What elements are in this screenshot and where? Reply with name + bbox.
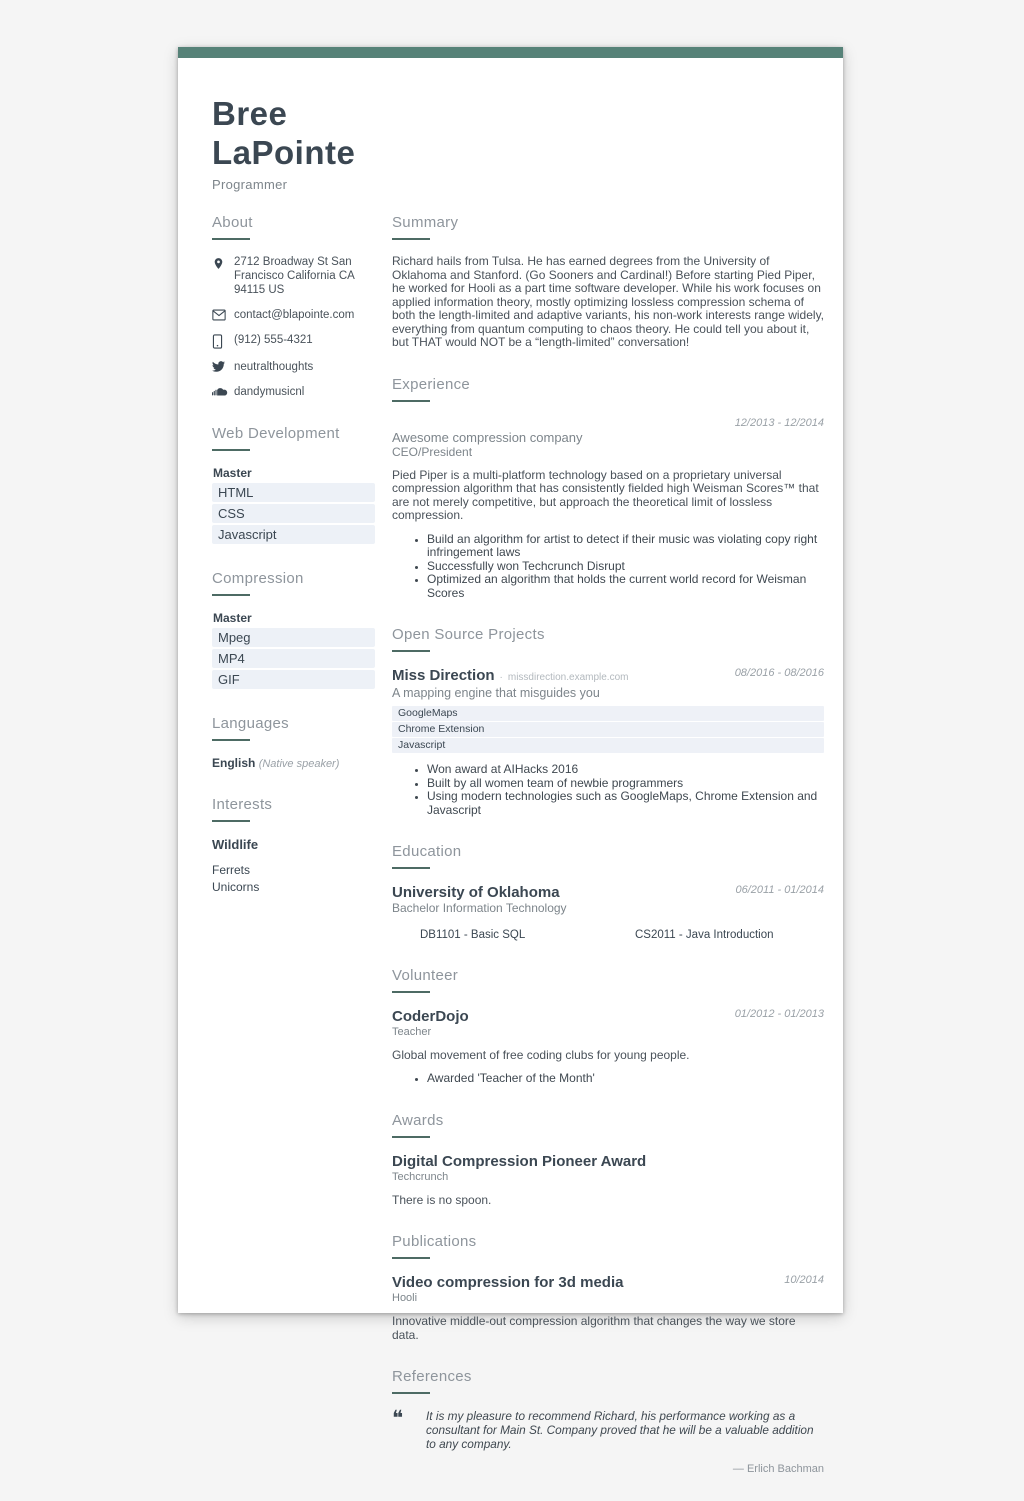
project-tag: GoogleMaps [392,706,824,721]
volunteer-section [392,967,824,1086]
languages-heading: Languages [212,715,289,732]
publication-description: Innovative middle-out compression algorithm that changes the way we store data. [392,1313,796,1342]
interest-item: Ferrets [212,863,251,877]
person-job-title: Programmer [212,177,288,192]
skill-chip: Mpeg [212,628,375,647]
volunteer-bullet: • Awarded 'Teacher of the Month' [427,1072,824,1086]
experience-bullet: • Build an algorithm for artist to detect if their music was violating copy right infringement laws [427,533,824,560]
project-bullet: • Using modern technologies such as GoogleMaps, Chrome Extension and Javascript [427,790,824,817]
volunteer-role: Teacher [392,1026,432,1038]
references-heading: References [392,1367,472,1385]
heading-rule [212,594,250,596]
experience-entry [392,417,824,601]
skill-level-label: Master [213,611,252,625]
volunteer-entry [392,1008,824,1086]
language-item [212,756,375,770]
reference-quote-row [392,1405,824,1451]
languages-section [212,715,375,770]
reference-attribution: — Erlich Bachman [732,1462,824,1475]
education-section [392,843,824,941]
heading-rule [392,991,430,993]
language-name: English [212,756,256,770]
resume-header [178,58,843,192]
experience-section [392,376,824,601]
experience-bullet-list [392,533,824,601]
publication-publisher: Hooli [392,1291,418,1304]
person-name-line2: LaPointe [212,134,356,171]
about-heading: About [212,214,253,231]
heading-rule [212,739,250,741]
volunteer-heading: Volunteer [392,967,459,984]
project-tag: Chrome Extension [392,722,824,737]
heading-rule [392,1392,430,1394]
about-section [212,214,375,399]
award-entry [392,1153,824,1207]
experience-bullet: • Successfully won Techcrunch Disrupt [427,560,824,574]
contact-soundcloud[interactable] [212,385,375,399]
heading-rule [392,400,430,402]
award-title: Digital Compression Pioneer Award [392,1152,647,1170]
skill-chip: Javascript [212,525,375,544]
experience-company: Awesome compression company [392,429,583,445]
accent-top-bar [178,47,843,58]
summary-section [392,214,824,350]
contact-email[interactable] [212,308,375,322]
project-tag: Javascript [392,738,824,753]
resume-page [178,47,843,1475]
skills-section-compression [212,570,375,689]
experience-role: CEO/President [392,444,473,459]
project-name: Miss Direction [392,667,495,684]
map-pin-icon [212,256,227,271]
twitter-bird-icon [212,361,227,372]
main-column [375,214,824,1501]
skill-chip: HTML [212,483,375,502]
projects-heading: Open Source Projects [392,626,545,643]
project-url[interactable]: missdirection.example.com [507,672,629,683]
soundcloud-text: dandymusicnl [234,386,305,398]
twitter-text: neutralthoughts [234,361,314,373]
heading-rule [392,238,430,240]
person-name [212,94,823,172]
summary-text: Richard hails from Tulsa. He has earned degrees from the University of Oklahoma and Stanford. (Go Sooners and Cardinal!) Before starting Pied Piper, he worked for Hooli as a part time software developer. While his work focuses on applied information theory, mostly optimizing lossless compression schema of both the length-limited and adaptive variants, his non-work interests range widely, everything from quantum computing to chaos theory. He could tell you about it, but THAT would NOT be a “length-limited” conversation! [392,254,825,349]
email-text: contact@blapointe.com [234,309,355,321]
project-dates: 08/2016 - 08/2016 [734,667,824,679]
experience-description: Pied Piper is a multi-platform technology based on a proprietary universal compression algorithm that has consistently fielded high Weisman Scores™ that are not merely competitive, but approach the theoretical limit of lossless compression. [392,467,819,522]
skill-chip: GIF [212,670,375,689]
publications-heading: Publications [392,1232,477,1250]
envelope-icon [212,309,227,321]
publication-date: 10/2014 [784,1273,824,1286]
course-item: DB1101 - Basic SQL [420,929,526,941]
award-description: There is no spoon. [392,1192,492,1207]
interests-section [212,796,375,896]
reference-quote-text: It is my pleasure to recommend Richard, his performance working as a consultant for Main St. Company proved that he will be a valuable addition to any company. [426,1408,814,1451]
education-entry [392,884,824,941]
publications-section [392,1233,824,1342]
heading-rule [392,650,430,652]
experience-dates: 12/2013 - 12/2014 [734,416,824,429]
volunteer-bullet-list [392,1072,824,1086]
education-degree: Bachelor Information Technology [392,901,567,915]
contact-twitter[interactable] [212,360,375,374]
interest-item: Unicorns [212,880,260,894]
skill-chip: MP4 [212,649,375,668]
language-note: (Native speaker) [258,758,340,770]
awards-section [392,1112,824,1207]
heading-rule [392,1136,430,1138]
heading-rule [392,1257,430,1259]
sidebar [212,214,375,1501]
education-school: University of Oklahoma [392,884,560,901]
project-bullet: • Built by all women team of newbie programmers [427,777,824,791]
interests-heading: Interests [212,796,273,813]
project-url-separator: · [499,672,503,683]
interest-primary: Wildlife [212,837,259,852]
heading-rule [212,449,250,451]
skill-chip: CSS [212,504,375,523]
experience-bullet: • Optimized an algorithm that holds the current world record for Weisman Scores [427,573,824,600]
skills-heading: Web Development [212,425,340,442]
address-text: 2712 Broadway St San Francisco California CA 94115 US [234,256,355,296]
projects-section [392,626,824,817]
soundcloud-icon [212,386,227,397]
skill-level-label: Master [213,466,252,480]
heading-rule [212,820,250,822]
awards-heading: Awards [392,1111,444,1129]
experience-heading: Experience [392,375,471,393]
project-bullet-list [392,763,824,817]
volunteer-org: CoderDojo [392,1008,469,1025]
publication-entry [392,1274,824,1342]
mobile-phone-icon [212,334,227,349]
education-heading: Education [392,843,462,860]
course-list [392,929,824,941]
skills-heading: Compression [212,570,304,587]
phone-text: (912) 555-4321 [234,334,313,346]
project-bullet: • Won award at AIHacks 2016 [427,763,824,777]
heading-rule [392,867,430,869]
course-item: CS2011 - Java Introduction [635,929,774,941]
volunteer-description: Global movement of free coding clubs for young people. [392,1048,690,1062]
summary-heading: Summary [392,214,459,231]
education-dates: 06/2011 - 01/2014 [735,884,824,896]
project-entry [392,667,824,817]
volunteer-dates: 01/2012 - 01/2013 [734,1008,824,1020]
skills-section-web-development [212,425,375,544]
person-name-line1: Bree [212,95,288,132]
project-tagline: A mapping engine that misguides you [392,686,600,700]
double-quote-icon: ❝ [392,1405,404,1430]
contact-phone [212,333,375,349]
contact-address [212,255,375,297]
award-issuer: Techcrunch [392,1170,449,1183]
heading-rule [212,238,250,240]
references-section [392,1368,824,1475]
publication-title: Video compression for 3d media [392,1273,624,1291]
